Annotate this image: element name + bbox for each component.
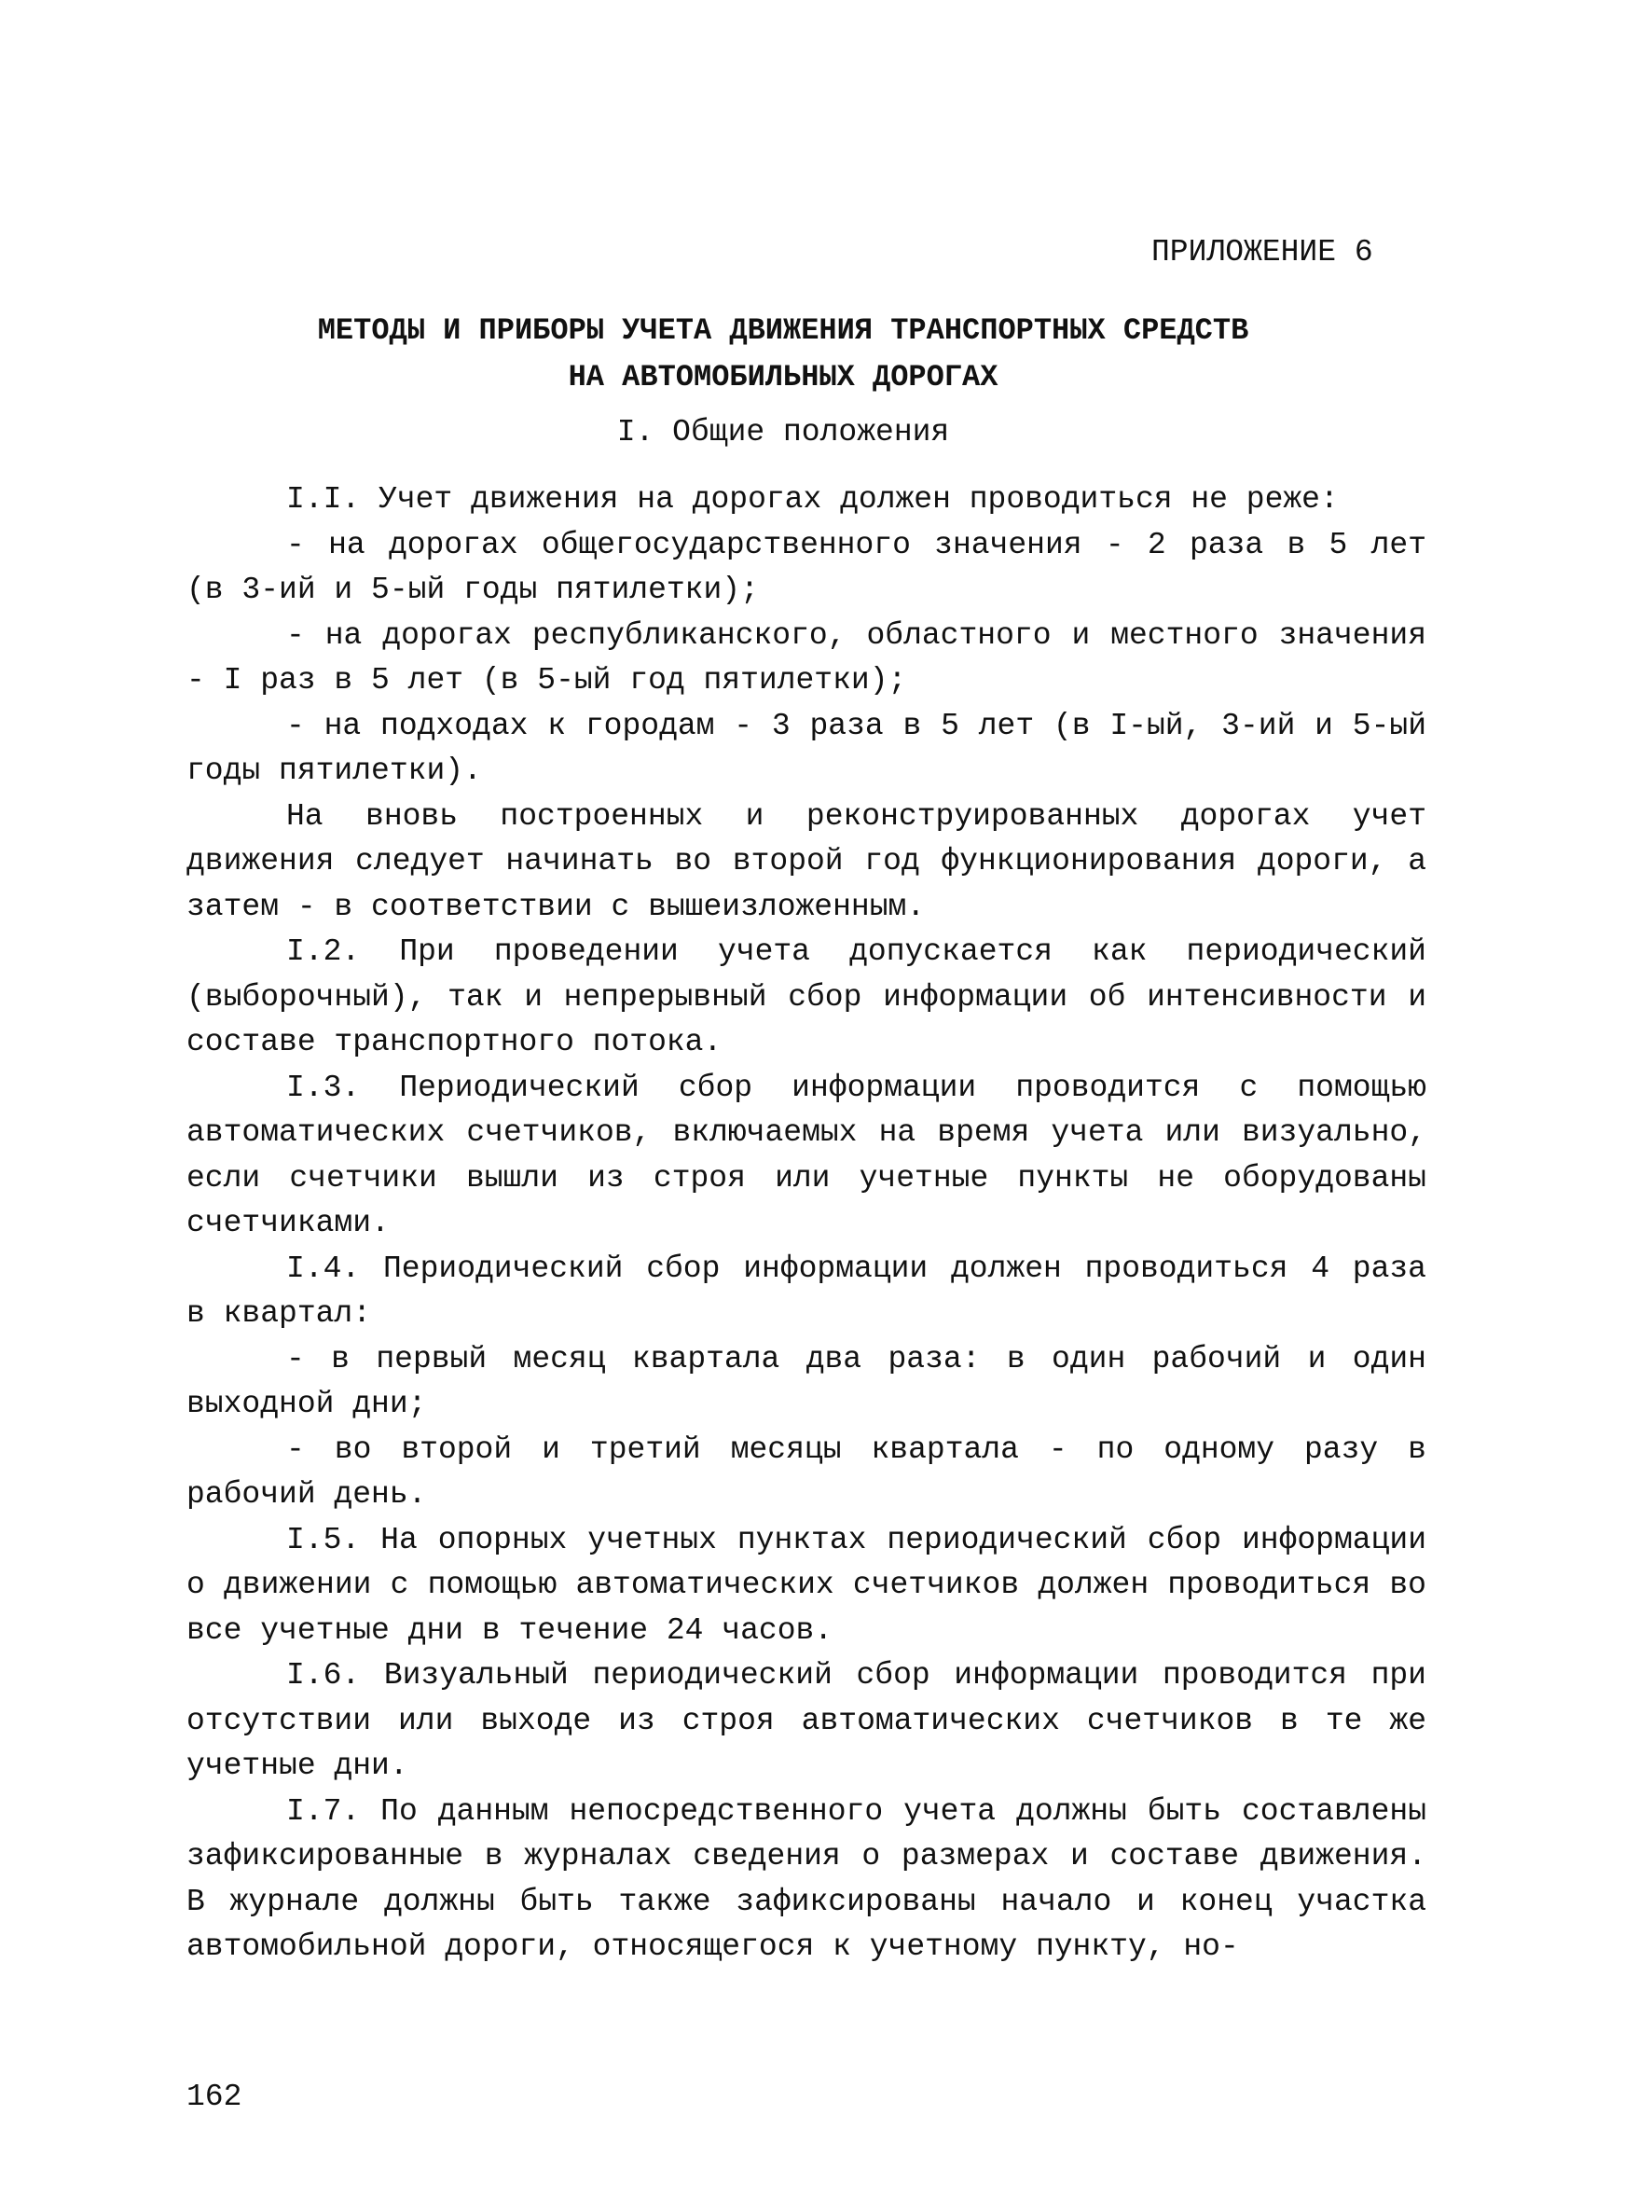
paragraph-1-2: I.2. При проведении учета допускается как периодический (выборочный), так и непрерывный сбор информации об интенсивности и составе транспортного потока. <box>186 934 1426 1059</box>
paragraph-list-cities: - на подходах к городам - 3 раза в 5 лет (в I-ый, 3-ий и 5-ый годы пятилетки). <box>186 708 1426 788</box>
paragraph-1-1: I.I. Учет движения на дорогах должен проводиться не реже: <box>286 482 1339 517</box>
paragraph-1-4: I.4. Периодический сбор информации должен проводиться 4 раза в квартал: <box>186 1251 1426 1331</box>
paragraph-list-second-third-month: - во второй и третий месяцы квартала - по одному разу в рабочий день. <box>186 1431 1426 1512</box>
paragraph-1-5: I.5. На опорных учетных пунктах периодический сбор информации о движении с помощью автоматических счетчиков должен проводиться во все учетные дни в течение 24 часов. <box>186 1522 1426 1648</box>
document-title <box>186 308 1380 401</box>
paragraph-1-6: I.6. Визуальный периодический сбор информации проводится при отсутствии или выходе из строя автоматических счетчиков в те же учетные дни. <box>186 1658 1426 1783</box>
page-number: 162 <box>186 2080 242 2114</box>
paragraph-1-3: I.3. Периодический сбор информации проводится с помощью автоматических счетчиков, включаемых на время учета или визуально, если счетчики вышли из строя или учетные пункты не оборудованы счетчиками. <box>186 1070 1426 1240</box>
paragraph-list-regional: - на дорогах республиканского, областного и местного значения - I раз в 5 лет (в 5-ый год пятилетки); <box>186 617 1426 698</box>
paragraph-new-roads: На вновь построенных и реконструированных дорогах учет движения следует начинать во второй год функционирования дороги, а затем - в соответствии с вышеизложенным. <box>186 798 1426 924</box>
body-text <box>186 477 1426 1970</box>
section-heading: I. Общие положения <box>616 415 950 449</box>
title-line-2: НА АВТОМОБИЛЬНЫХ ДОРОГАХ <box>568 360 998 394</box>
title-line-1: МЕТОДЫ И ПРИБОРЫ УЧЕТА ДВИЖЕНИЯ ТРАНСПОРТНЫХ СРЕДСТВ <box>317 313 1249 348</box>
appendix-label: ПРИЛОЖЕНИЕ 6 <box>1151 235 1373 270</box>
paragraph-list-first-month: - в первый месяц квартала два раза: в один рабочий и один выходной дни; <box>186 1341 1426 1421</box>
paragraph-list-national: - на дорогах общегосударственного значения - 2 раза в 5 лет (в 3-ий и 5-ый годы пятилетки); <box>186 527 1426 607</box>
paragraph-1-7: I.7. По данным непосредственного учета должны быть составлены зафиксированные в журналах сведения о размерах и составе движения. В журнале должны быть также зафиксированы начало и конец участка автомобильной дороги, относящегося к учетному пункту, но- <box>186 1793 1426 1964</box>
